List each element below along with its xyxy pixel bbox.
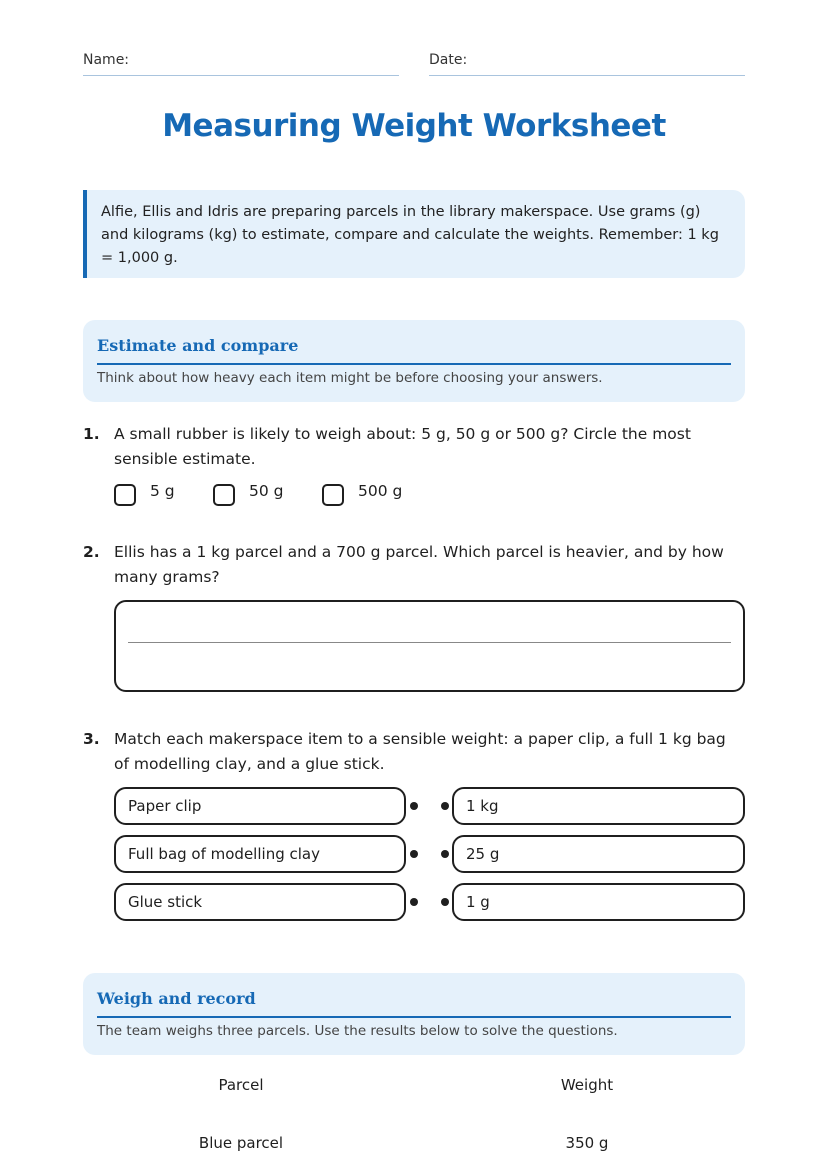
section-title: Weigh and record [97,989,256,1008]
worksheet-title: Measuring Weight Worksheet [162,108,666,144]
name-write-line [83,75,399,76]
date-label: Date: [429,52,468,68]
date-field[interactable] [429,52,745,68]
option-label: 50 g [249,482,284,500]
intro-box: Alfie, Ellis and Idris are preparing parcels in the library makerspace. Use grams (g) and kilograms (kg) to estimate, compare and calculate the weights. Remember: 1 kg = 1,000 g. [83,190,745,278]
table-header-parcel: Parcel [218,1076,264,1094]
question-number: 3. [83,730,100,748]
match-item-right[interactable]: 25 g [452,835,745,873]
name-field[interactable] [83,52,399,68]
match-item-right[interactable]: 1 g [452,883,745,921]
match-dot-right[interactable] [441,802,449,810]
match-dot-left[interactable] [410,850,418,858]
question-number: 2. [83,543,100,561]
section-divider [97,1016,731,1018]
table-header-weight: Weight [560,1076,614,1094]
match-dot-right[interactable] [441,850,449,858]
match-item-left[interactable]: Glue stick [114,883,406,921]
match-item-left[interactable]: Full bag of modelling clay [114,835,406,873]
match-item-left[interactable]: Paper clip [114,787,406,825]
match-row [114,835,745,873]
match-dot-right[interactable] [441,898,449,906]
question-text: Match each makerspace item to a sensible weight: a paper clip, a full 1 kg bag of modelling clay, and a glue stick. [114,730,726,773]
question-text: Ellis has a 1 kg parcel and a 700 g parcel. Which parcel is heavier, and by how many grams? [114,543,724,586]
match-dot-left[interactable] [410,898,418,906]
question-text: A small rubber is likely to weigh about: 5 g, 50 g or 500 g? Circle the most sensible estimate. [114,425,691,468]
section-subtitle: Think about how heavy each item might be before choosing your answers. [97,370,603,386]
match-row [114,883,745,921]
section-weigh-record [83,973,745,1055]
question-number: 1. [83,425,100,443]
match-item-right[interactable]: 1 kg [452,787,745,825]
checkbox[interactable] [213,484,235,506]
section-title: Estimate and compare [97,336,299,355]
date-write-line [429,75,745,76]
match-dot-left[interactable] [410,802,418,810]
checkbox[interactable] [114,484,136,506]
option-label: 500 g [358,482,403,500]
section-estimate-compare [83,320,745,402]
header-fields [83,52,745,78]
answer-write-line [128,642,731,643]
table-cell-weight: 350 g [565,1134,609,1152]
section-divider [97,363,731,365]
section-subtitle: The team weighs three parcels. Use the results below to solve the questions. [97,1023,618,1039]
option-label: 5 g [150,482,175,500]
question-1-options [114,482,514,510]
checkbox[interactable] [322,484,344,506]
name-label: Name: [83,52,130,68]
answer-box[interactable] [114,600,745,692]
table-cell-parcel: Blue parcel [198,1134,284,1152]
match-row [114,787,745,825]
